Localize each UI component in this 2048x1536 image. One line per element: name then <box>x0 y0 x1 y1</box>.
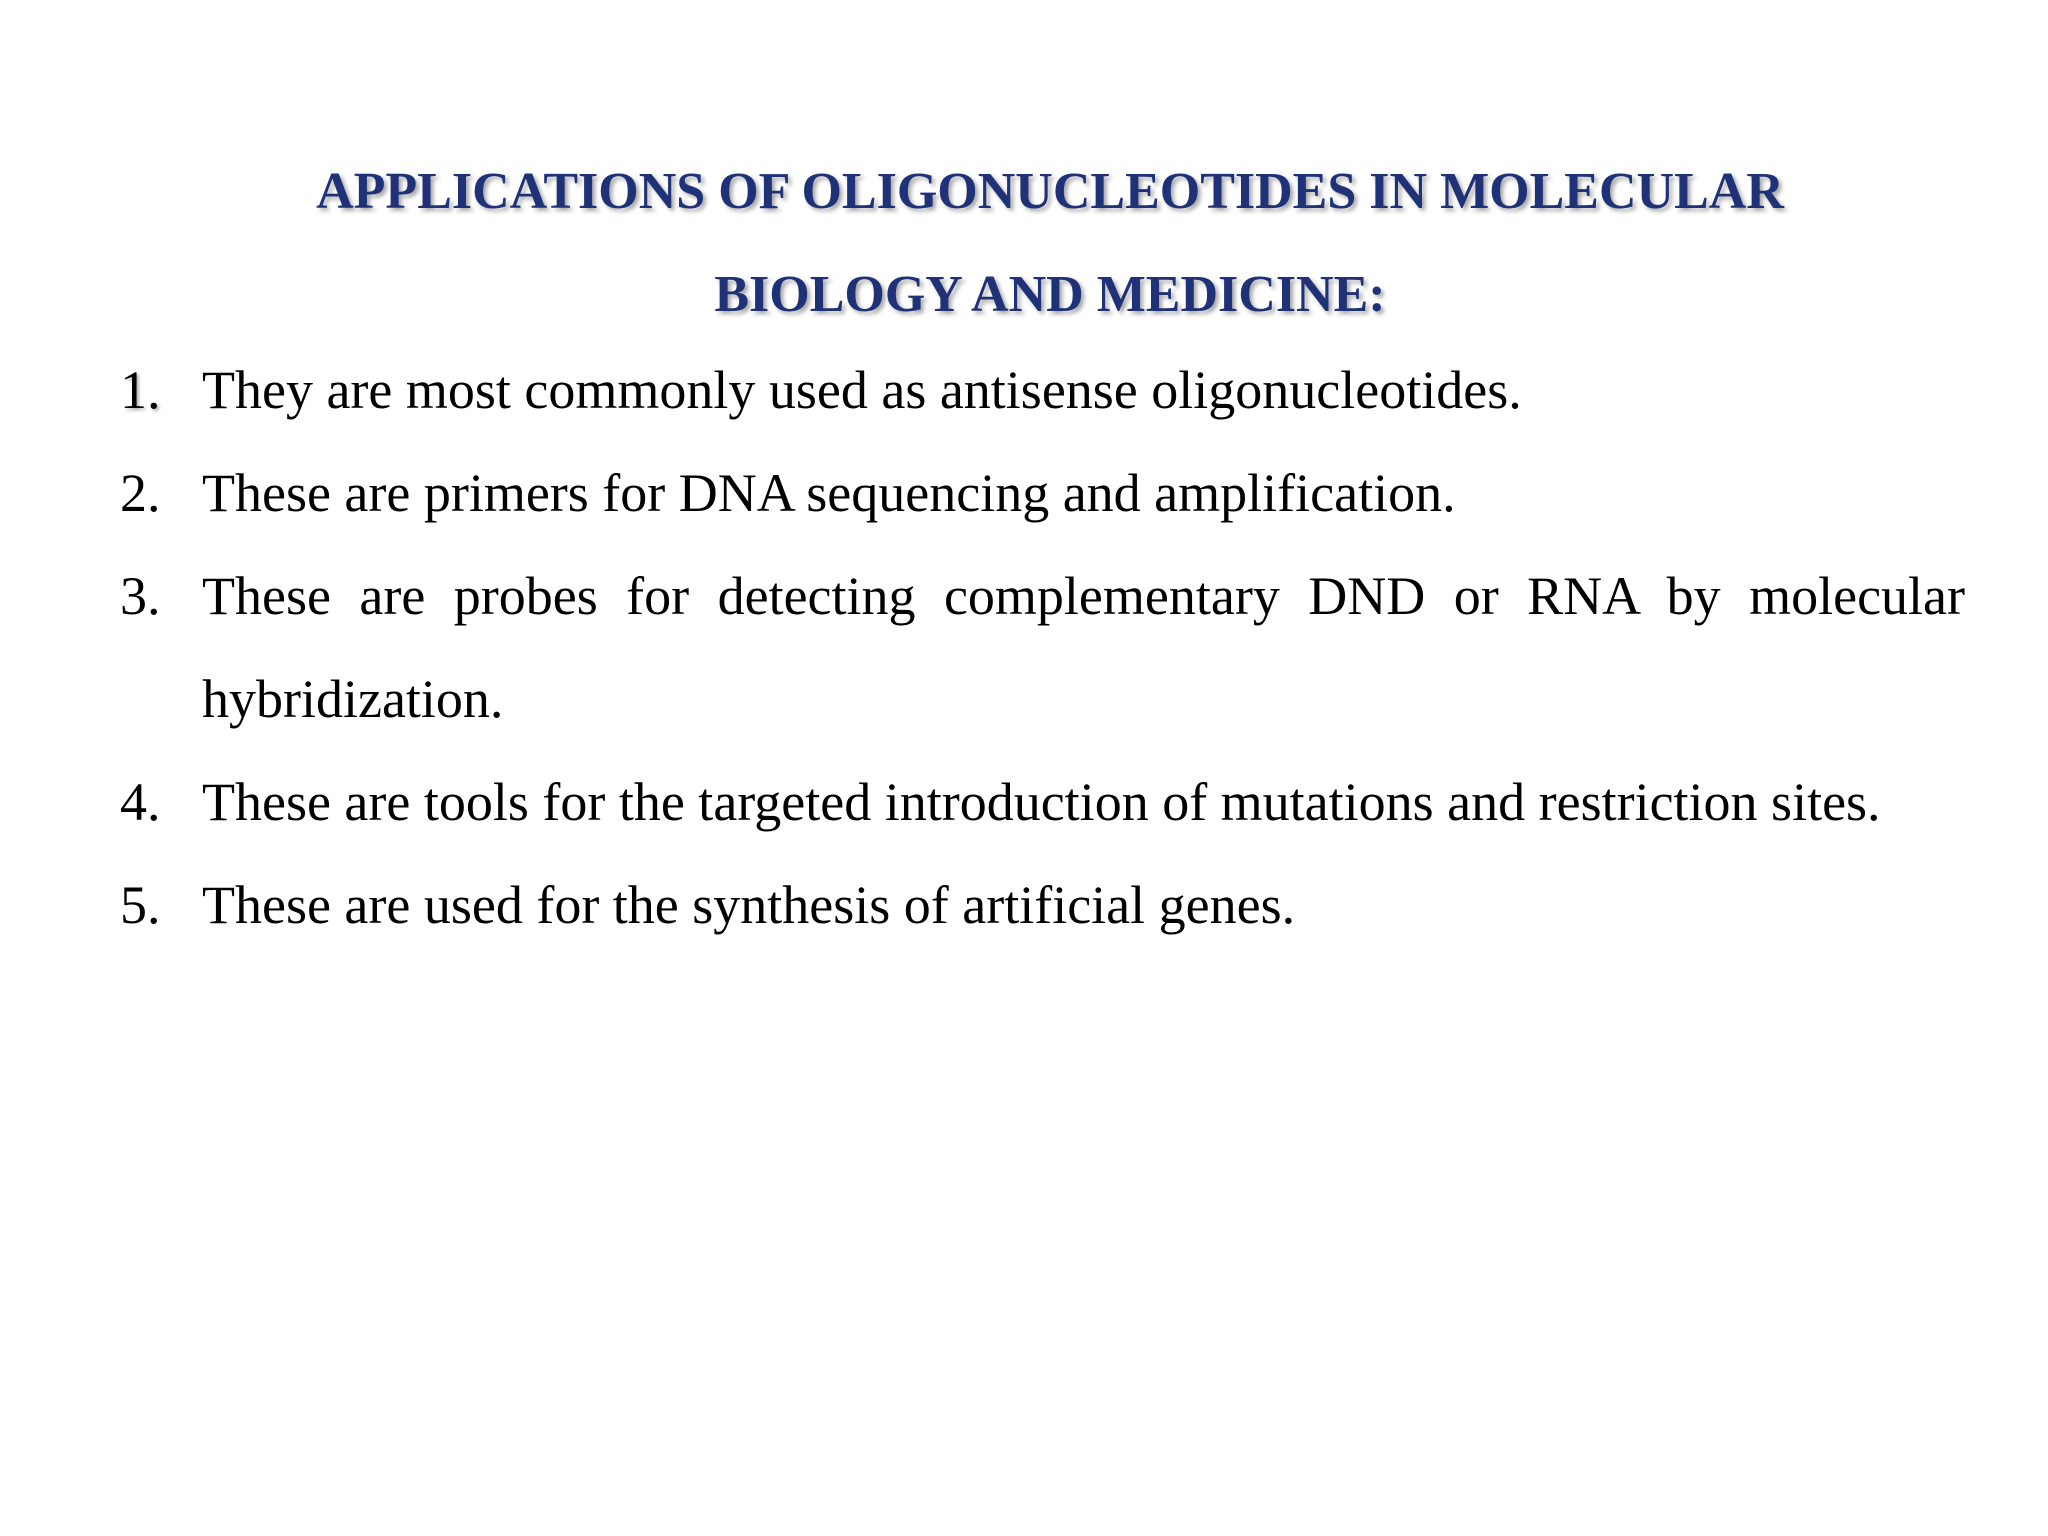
list-item <box>120 339 1965 442</box>
list-item <box>120 854 1965 957</box>
list-item-text: These are used for the synthesis of artificial genes. <box>202 875 1296 935</box>
list-item-number: 4. <box>120 772 161 832</box>
list-item-number: 5. <box>120 875 161 935</box>
list-item-text: These are probes for detecting complementary DND or RNA by molecular hybridization. <box>202 566 1965 729</box>
list-item <box>120 442 1965 545</box>
list-item-number: 1. <box>120 360 161 420</box>
slide-title <box>200 140 1900 346</box>
slide-title-line-2: BIOLOGY AND MEDICINE: <box>714 266 1386 323</box>
slide-title-line-1: APPLICATIONS OF OLIGONUCLEOTIDES IN MOLECULAR <box>316 163 1784 220</box>
applications-list <box>120 339 1965 957</box>
list-item <box>120 751 1965 854</box>
list-item <box>120 545 1965 751</box>
list-item-number: 3. <box>120 566 161 626</box>
list-item-text: They are most commonly used as antisense oligonucleotides. <box>202 360 1522 420</box>
list-item-text: These are primers for DNA sequencing and amplification. <box>202 463 1456 523</box>
list-item-text: These are tools for the targeted introduction of mutations and restriction sites. <box>202 772 1881 832</box>
list-item-number: 2. <box>120 463 161 523</box>
